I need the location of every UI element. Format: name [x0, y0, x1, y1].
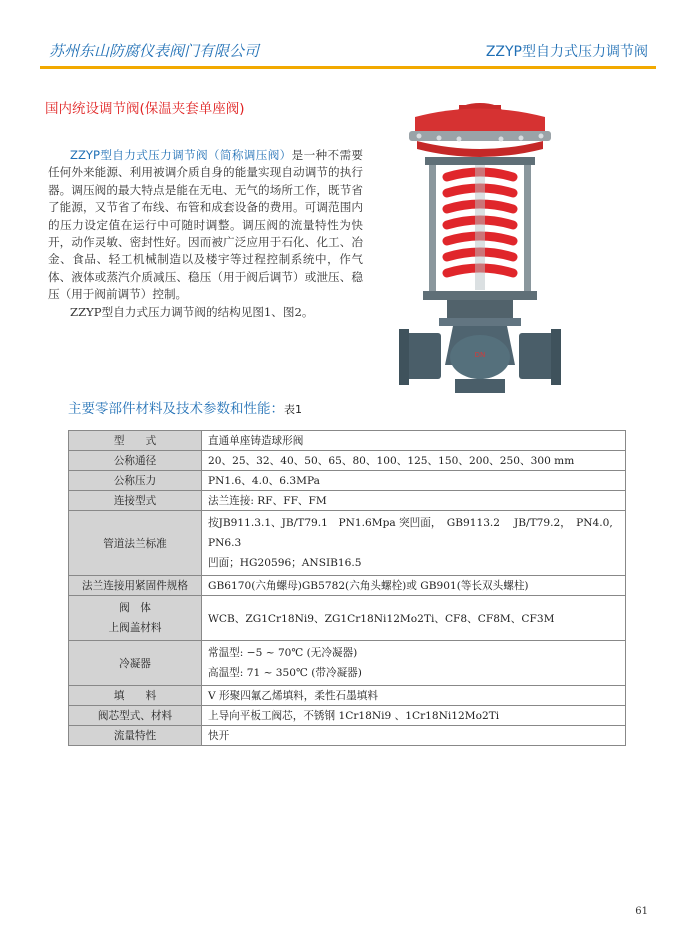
key-line: 阀 体 [119, 602, 151, 614]
row-value: 20、25、32、40、50、65、80、100、125、150、200、250、300 mm [202, 451, 626, 471]
row-value: GB6170(六角螺母)GB5782(六角头螺栓)或 GB901(等长双头螺柱) [202, 576, 626, 596]
row-key: 填 料 [69, 686, 202, 706]
value-line: 高温型: 71 ~ 350℃ (带冷凝器) [208, 667, 362, 679]
intro-paragraph [48, 147, 363, 304]
row-value: WCB、ZG1Cr18Ni9、ZG1Cr18Ni12Mo2Ti、CF8、CF8M、CF3M [202, 596, 626, 641]
section-title: 国内统设调节阀(保温夹套单座阀) [45, 101, 245, 117]
row-value: PN1.6、4.0、6.3MPa [202, 471, 626, 491]
valve-photo [395, 95, 565, 400]
table-caption-title: 主要零部件材料及技术参数和性能： [68, 401, 284, 417]
table-row [69, 596, 626, 641]
row-value: 直通单座铸造球形阀 [202, 431, 626, 451]
row-key: 公称通径 [69, 451, 202, 471]
table-row [69, 576, 626, 596]
table-caption-number: 表1 [284, 403, 302, 416]
table-row [69, 706, 626, 726]
row-key: 冷凝器 [69, 641, 202, 686]
svg-text:DN: DN [474, 351, 486, 359]
table-row [69, 451, 626, 471]
value-line: 按JB911.3.1、JB/T79.1 PN1.6Mpa 突凹面， GB9113.2 JB/T79.2， PN4.0, PN6.3 [208, 517, 613, 549]
spec-table [68, 430, 626, 746]
key-line: 上阀盖材料 [108, 622, 162, 634]
row-key: 连接型式 [69, 491, 202, 511]
intro-body: 是一种不需要任何外来能源、利用被调介质自身的能量实现自动调节的执行器。调压阀的最大特点是能在无电、无气的场所工作，既节省了能源，又节省了布线、布管和成套设备的费用。可调范围内的压力设定值在运行中可随时调整。调压阀的流量特性为快开，动作灵敏、密封性好。因而被广泛应用于石化、化工、冶金、食品、轻工机械制造以及楼宇等过程控制系统中，作气体、液体或蒸汽介质减压、稳压（用于阀后调节）或泄压、稳压（用于阀前调节）控制。 [48, 148, 363, 302]
header-product: ZZYP型自力式压力调节阀 [485, 44, 648, 60]
row-key: 型 式 [69, 431, 202, 451]
row-key: 管道法兰标准 [69, 511, 202, 576]
intro-text [48, 147, 363, 321]
row-key: 公称压力 [69, 471, 202, 491]
header-rule [40, 66, 656, 69]
table-row [69, 726, 626, 746]
row-value: V 形聚四氟乙烯填料，柔性石墨填料 [202, 686, 626, 706]
row-value [202, 511, 626, 576]
row-key [69, 596, 202, 641]
value-line: 凹面；HG20596；ANSIB16.5 [208, 557, 362, 569]
table-row [69, 471, 626, 491]
value-line: 常温型: −5 ~ 70℃ (无冷凝器) [208, 647, 358, 659]
table-row [69, 641, 626, 686]
page-number: 61 [635, 906, 648, 917]
intro-lead: ZZYP型自力式压力调节阀（简称调压阀） [70, 148, 292, 162]
table-row [69, 491, 626, 511]
row-key: 法兰连接用紧固件规格 [69, 576, 202, 596]
intro-reference: ZZYP型自力式压力调节阀的结构见图1、图2。 [70, 304, 314, 319]
row-key: 阀芯型式、材料 [69, 706, 202, 726]
table-row [69, 511, 626, 576]
row-value: 法兰连接: RF、FF、FM [202, 491, 626, 511]
row-value [202, 641, 626, 686]
row-key: 流量特性 [69, 726, 202, 746]
table-row [69, 686, 626, 706]
row-value: 快开 [202, 726, 626, 746]
row-value: 上导向平板工阀芯，不锈钢 1Cr18Ni9 、1Cr18Ni12Mo2Ti [202, 706, 626, 726]
table-caption [68, 397, 302, 417]
table-row [69, 431, 626, 451]
header-company: 苏州东山防腐仪表阀门有限公司 [49, 42, 260, 60]
